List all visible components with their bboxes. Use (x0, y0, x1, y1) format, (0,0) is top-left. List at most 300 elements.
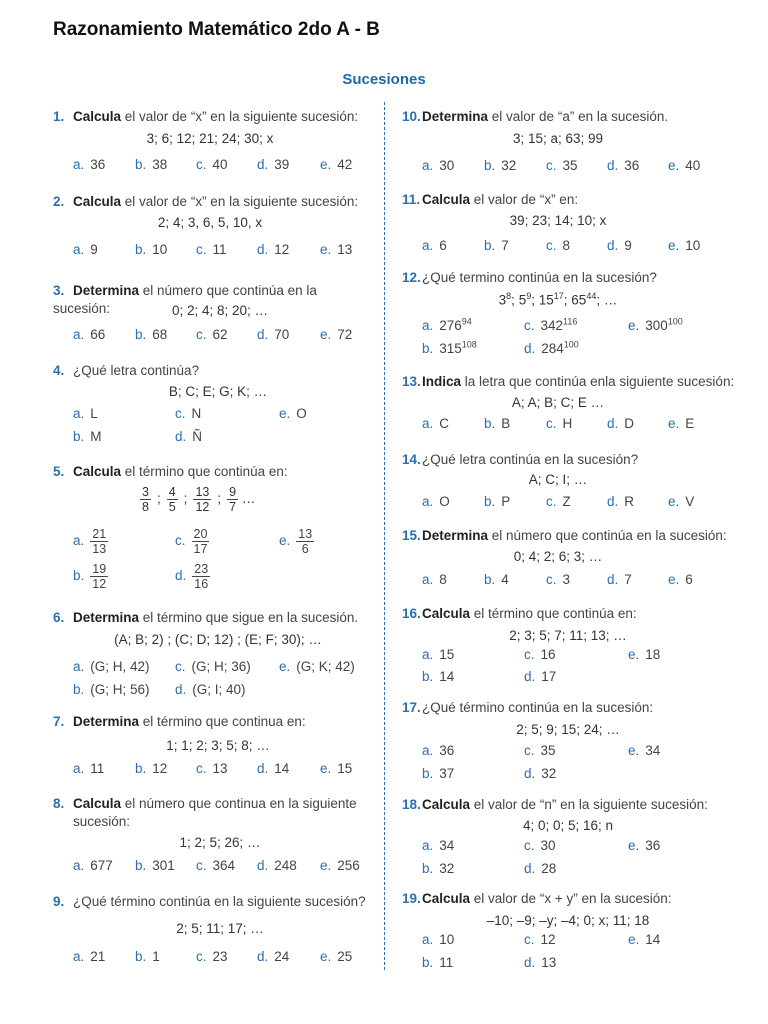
option-value: 40 (212, 157, 228, 172)
option-value: (G; H, 42) (90, 659, 150, 674)
option-letter: c. (546, 572, 557, 587)
option-value: E (685, 416, 695, 431)
option-exponent: 108 (461, 339, 477, 349)
option-b (135, 242, 167, 257)
question-number: 10. (402, 109, 421, 124)
option-a (422, 572, 447, 587)
option-a (73, 761, 104, 776)
fraction (296, 527, 314, 556)
option-value: 14 (274, 761, 290, 776)
page-title: Razonamiento Matemático 2do A - B (53, 19, 380, 40)
sequence (458, 291, 658, 308)
option-letter: b. (484, 416, 496, 431)
question-q16 (402, 605, 742, 623)
question-number: 13. (402, 374, 421, 389)
option-d (607, 572, 632, 587)
question-text: ¿Qué letra continúa en la sucesión? (422, 452, 639, 467)
question-text: ¿Qué letra continúa? (73, 363, 200, 378)
question-q6 (53, 609, 373, 627)
question-number: 8. (53, 796, 65, 811)
option-value: 10 (685, 238, 701, 253)
option-letter: b. (135, 327, 147, 342)
option-value: (G; H; 56) (90, 682, 150, 697)
sequence: 0; 2; 4; 8; 20; … (171, 303, 269, 318)
option-value: 1 (152, 949, 160, 964)
option-e (628, 316, 683, 333)
option-value: 62 (212, 327, 228, 342)
question-verb: Determina (422, 109, 489, 124)
option-c (546, 416, 572, 431)
option-d (257, 949, 289, 964)
sequence: 2; 3; 5; 7; 11; 13; … (509, 628, 627, 643)
option-d (524, 339, 579, 356)
option-value: 21 (90, 949, 106, 964)
option-a (422, 494, 450, 509)
option-c (524, 743, 556, 758)
fraction (192, 527, 210, 556)
option-e (320, 327, 352, 342)
sequence: A; A; B; C; E … (511, 395, 605, 410)
sequence-exponent: 8 (506, 291, 512, 301)
option-b (422, 669, 454, 684)
option-value: $342^{116}$ (540, 316, 578, 333)
option-letter: c. (175, 659, 186, 674)
option-letter: e. (628, 838, 640, 853)
question-verb: Determina (73, 610, 140, 625)
fraction (167, 485, 178, 514)
option-value: 25 (337, 949, 353, 964)
option-letter: a. (422, 743, 434, 758)
option-letter: e. (279, 406, 291, 421)
option-a (422, 158, 454, 173)
fraction (192, 562, 210, 591)
option-b (135, 157, 167, 172)
question-text: ¿Qué término continúa en la siguiente sucesión? (73, 894, 366, 909)
denominator: 17 (193, 542, 208, 556)
option-a (422, 838, 454, 853)
question-verb: Determina (422, 528, 489, 543)
option-value: 13 (337, 242, 353, 257)
separator: ; (183, 491, 188, 507)
option-value: 248 (274, 858, 297, 873)
question-number: 7. (53, 714, 65, 729)
option-e (279, 527, 314, 556)
option-letter: d. (257, 157, 269, 172)
option-value: D (624, 416, 635, 431)
question-text: el valor de “x” en: (470, 192, 579, 207)
option-e (628, 743, 660, 758)
option-value: 7 (501, 238, 509, 253)
question-q4 (53, 362, 373, 380)
option-value: 66 (90, 327, 106, 342)
option-a (73, 659, 150, 674)
option-letter: d. (524, 955, 536, 970)
option-letter: b. (135, 858, 147, 873)
option-letter: e. (668, 494, 680, 509)
option-value: 677 (90, 858, 113, 873)
option-e (668, 494, 694, 509)
option-letter: e. (320, 242, 332, 257)
option-b (422, 339, 477, 356)
option-b (73, 682, 150, 697)
option-letter: a. (422, 158, 434, 173)
option-value: (G; K; 42) (296, 659, 355, 674)
option-c (546, 572, 570, 587)
separator: ; (596, 292, 604, 308)
option-letter: d. (257, 858, 269, 873)
option-d (607, 158, 639, 173)
numerator: 4 (168, 485, 176, 499)
option-letter: e. (279, 533, 291, 549)
option-value: P (501, 494, 511, 509)
option-letter: c. (196, 242, 207, 257)
option-value: 7 (624, 572, 632, 587)
option-letter: d. (524, 340, 536, 356)
option-d (524, 861, 556, 876)
fraction-sequence (140, 485, 255, 514)
question-q18 (402, 796, 742, 814)
option-value: C (439, 416, 450, 431)
option-d (175, 682, 246, 697)
option-letter: a. (73, 761, 85, 776)
option-value: 72 (337, 327, 353, 342)
question-q11 (402, 191, 742, 209)
fraction (90, 562, 108, 591)
sequence: B; C; E; G; K; … (168, 384, 268, 399)
sequence: –10; –9; –y; –4; 0; x; 11; 18 (486, 913, 650, 928)
fraction (90, 527, 108, 556)
option-letter: c. (524, 743, 535, 758)
option-d (607, 238, 632, 253)
sequence-base: 3 (498, 292, 507, 308)
option-value: M (90, 429, 102, 444)
sequence: (A; B; 2) ; (C; D; 12) ; (E; F; 30); … (114, 632, 322, 647)
option-b (135, 761, 167, 776)
section-title: Sucesiones (342, 71, 426, 88)
sequence-base: 65 (571, 292, 587, 308)
denominator: 5 (168, 500, 176, 514)
option-value: 30 (540, 838, 556, 853)
sequence-exponent: 17 (553, 291, 564, 301)
option-a (422, 238, 447, 253)
option-letter: c. (546, 416, 557, 431)
option-letter: a. (422, 238, 434, 253)
question-verb: Determina (73, 714, 140, 729)
question-number: 6. (53, 610, 65, 625)
numerator: 20 (193, 527, 208, 541)
option-value: 35 (540, 743, 556, 758)
question-text: ¿Qué termino continúa en la sucesión? (422, 270, 657, 285)
option-letter: e. (668, 158, 680, 173)
option-a (422, 416, 449, 431)
option-value: 15 (439, 647, 455, 662)
question-verb: Indica (422, 374, 462, 389)
option-letter: a. (73, 157, 85, 172)
question-text: el número que continua en la siguiente (121, 796, 357, 811)
option-value: 32 (501, 158, 517, 173)
option-letter: a. (422, 838, 434, 853)
question-text: el valor de “x + y” en la sucesión: (470, 891, 672, 906)
question-q13 (402, 373, 752, 391)
option-letter: d. (524, 766, 536, 781)
option-letter: b. (422, 669, 434, 684)
fraction (227, 485, 238, 514)
separator: ; (531, 292, 539, 308)
option-letter: c. (196, 858, 207, 873)
option-letter: b. (484, 238, 496, 253)
question-text: el término que continua en: (139, 714, 306, 729)
option-letter: e. (628, 647, 640, 662)
question-number: 17. (402, 700, 421, 715)
question-q8 (53, 795, 373, 831)
option-d (607, 416, 634, 431)
option-letter: e. (320, 949, 332, 964)
option-letter: c. (196, 327, 207, 342)
denominator: 12 (195, 500, 210, 514)
option-a (73, 858, 113, 873)
question-number: 1. (53, 109, 65, 124)
option-b (422, 861, 454, 876)
option-letter: a. (73, 327, 85, 342)
option-value: 3 (562, 572, 571, 587)
option-value: 40 (685, 158, 701, 173)
option-e (628, 647, 660, 662)
numerator: 23 (194, 562, 209, 576)
option-value: 301 (152, 858, 175, 873)
question-verb: Calcula (422, 192, 471, 207)
option-value: 68 (152, 327, 168, 342)
option-value: 6 (439, 238, 447, 253)
sequence: 2; 5; 11; 17; … (176, 921, 264, 936)
option-a (73, 157, 105, 172)
option-value: 34 (439, 838, 455, 853)
option-a (73, 242, 98, 257)
option-letter: b. (135, 242, 147, 257)
option-letter: a. (422, 932, 434, 947)
option-b (484, 158, 516, 173)
option-d (524, 955, 556, 970)
option-value: 38 (152, 157, 168, 172)
sequence: 2; 5; 9; 15; 24; … (516, 722, 620, 737)
option-value: 364 (212, 858, 236, 873)
option-b (484, 494, 510, 509)
option-letter: d. (257, 242, 269, 257)
numerator: 3 (142, 485, 149, 499)
option-letter: d. (175, 429, 187, 444)
option-value: 13 (541, 955, 557, 970)
option-value: 8 (562, 238, 571, 253)
option-a (422, 316, 472, 333)
denominator: 6 (301, 542, 309, 556)
option-value: 10 (152, 242, 168, 257)
option-value: 11 (439, 955, 454, 970)
question-q19 (402, 890, 742, 908)
option-exponent: 100 (667, 316, 683, 326)
option-value: 12 (152, 761, 168, 776)
question-text: el número que continúa en la sucesión: (53, 283, 317, 316)
option-value: 14 (439, 669, 455, 684)
option-e (320, 761, 352, 776)
question-number: 2. (53, 194, 65, 209)
sequence: 1; 1; 2; 3; 5; 8; … (166, 738, 270, 753)
denominator: 16 (194, 577, 209, 591)
denominator: 13 (92, 542, 107, 556)
question-text: el número que continúa en la sucesión: (488, 528, 727, 543)
option-letter: d. (175, 568, 187, 584)
option-letter: b. (422, 955, 434, 970)
sequence: 2; 4; 3, 6, 5, 10, x (157, 215, 263, 230)
option-letter: c. (546, 238, 557, 253)
option-letter: b. (484, 158, 496, 173)
option-d (257, 242, 289, 257)
option-letter: a. (422, 416, 434, 431)
option-letter: e. (628, 932, 640, 947)
option-value: V (685, 494, 695, 509)
option-d (257, 858, 297, 873)
option-letter: b. (484, 494, 496, 509)
option-c (196, 157, 228, 172)
option-e (668, 238, 700, 253)
option-letter: b. (73, 568, 85, 584)
question-q14 (402, 451, 742, 469)
option-c (196, 761, 228, 776)
question-q7 (53, 713, 373, 731)
question-verb: Calcula (73, 464, 122, 479)
option-letter: e. (320, 327, 332, 342)
option-letter: a. (73, 406, 85, 421)
denominator: 7 (229, 500, 237, 514)
option-value: L (90, 406, 98, 421)
option-c (196, 858, 235, 873)
question-q17 (402, 699, 742, 717)
option-letter: e. (279, 659, 291, 674)
option-value: 256 (337, 858, 360, 873)
option-letter: c. (196, 157, 207, 172)
option-letter: c. (175, 533, 186, 549)
option-value: $315^{108}$ (439, 339, 477, 356)
option-letter: c. (524, 932, 535, 947)
sequence-exponent: 9 (526, 291, 532, 301)
numerator: 13 (195, 485, 210, 499)
option-letter: a. (422, 647, 434, 662)
separator: ; (217, 491, 222, 507)
option-value: 35 (562, 158, 578, 173)
option-letter: c. (524, 838, 535, 853)
option-letter: b. (73, 682, 85, 697)
sequence: 4; 0; 0; 5; 16; n (522, 818, 614, 833)
option-e (668, 158, 700, 173)
option-letter: d. (607, 416, 619, 431)
option-letter: d. (607, 238, 619, 253)
question-q15 (402, 527, 752, 545)
option-letter: c. (524, 317, 535, 333)
option-letter: e. (628, 317, 640, 333)
option-letter: d. (524, 861, 536, 876)
option-e (320, 949, 352, 964)
option-c (175, 659, 251, 674)
question-verb: Calcula (422, 606, 471, 621)
option-value: 14 (645, 932, 661, 947)
option-b (135, 327, 167, 342)
question-q2 (53, 193, 373, 211)
option-a (73, 949, 105, 964)
option-value: (G; H; 36) (191, 659, 251, 674)
question-number: 15. (402, 528, 421, 543)
option-e (320, 157, 352, 172)
option-e (628, 932, 660, 947)
question-text: el término que continúa en: (121, 464, 288, 479)
sequence: 1; 2; 5; 26; … (179, 835, 261, 850)
option-c (175, 406, 201, 421)
numerator: 21 (92, 527, 107, 541)
fraction (193, 485, 211, 514)
option-value: 32 (541, 766, 557, 781)
sequence-base: 5 (518, 292, 527, 308)
option-value: 11 (212, 242, 227, 257)
separator: ; (156, 491, 161, 507)
numerator: 13 (298, 527, 313, 541)
option-c (175, 527, 209, 556)
question-q9 (53, 893, 373, 911)
option-value: 11 (90, 761, 105, 776)
option-value: 42 (337, 157, 353, 172)
option-d (257, 761, 289, 776)
question-text: el término que sigue en la sucesión. (139, 610, 359, 625)
option-value: 9 (90, 242, 98, 257)
option-letter: a. (73, 858, 85, 873)
option-value: 10 (439, 932, 455, 947)
option-letter: d. (175, 682, 187, 697)
option-letter: e. (320, 858, 332, 873)
option-c (196, 327, 228, 342)
option-letter: b. (73, 429, 85, 444)
question-text: el valor de “x” en la siguiente sucesión: (121, 109, 359, 124)
sequence-tail: … (238, 491, 256, 507)
option-c (524, 316, 577, 333)
option-b (484, 572, 509, 587)
option-d (607, 494, 634, 509)
option-letter: c. (546, 158, 557, 173)
option-c (196, 949, 228, 964)
option-value: 12 (540, 932, 556, 947)
option-value: 36 (439, 743, 455, 758)
option-letter: b. (135, 761, 147, 776)
option-value: $276^{94}$ (439, 316, 472, 333)
sequence-base: 15 (538, 292, 554, 308)
option-value: 17 (541, 669, 557, 684)
option-b (484, 238, 509, 253)
numerator: 19 (92, 562, 107, 576)
option-value: 12 (274, 242, 290, 257)
question-number: 5. (53, 464, 65, 479)
fraction (140, 485, 151, 514)
option-value: 18 (645, 647, 661, 662)
question-verb: Calcula (73, 796, 122, 811)
question-verb: Determina (73, 283, 140, 298)
question-text: el valor de “x” en la siguiente sucesión: (121, 194, 359, 209)
option-a (73, 406, 98, 421)
option-letter: c. (175, 406, 186, 421)
option-value: N (191, 406, 202, 421)
option-e (320, 242, 352, 257)
option-c (196, 242, 227, 257)
option-letter: b. (422, 340, 434, 356)
option-letter: c. (546, 494, 557, 509)
option-value: $300^{100}$ (645, 316, 683, 333)
question-number: 16. (402, 606, 421, 621)
option-value: 23 (212, 949, 228, 964)
option-letter: a. (422, 572, 434, 587)
